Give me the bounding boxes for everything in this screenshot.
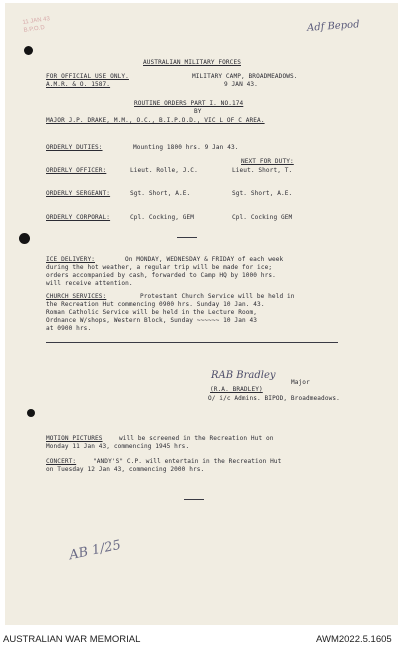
duty-next: Lieut. Short, T.: [232, 167, 293, 174]
motion-heading: MOTION PICTURES: [46, 435, 103, 442]
next-for-duty-label: NEXT FOR DUTY:: [241, 158, 294, 165]
document-page: [5, 3, 398, 625]
church-line: at 0900 hrs.: [46, 325, 92, 332]
location-label: MILITARY CAMP, BROADMEADOWS.: [192, 73, 298, 80]
ice-line: during the hot weather, a regular trip will be made for ice;: [46, 264, 273, 271]
handwritten-note: Adf Bepod: [306, 19, 360, 34]
ice-line: On MONDAY, WEDNESDAY & FRIDAY of each week: [125, 256, 284, 263]
duty-next: Sgt. Short, A.E.: [232, 190, 293, 197]
concert-line: on Tuesday 12 Jan 43, commencing 2000 hrs.: [46, 466, 205, 473]
church-heading: CHURCH SERVICES:: [46, 293, 107, 300]
footer-institution: AUSTRALIAN WAR MEMORIAL: [3, 634, 141, 645]
orders-issuer: MAJOR J.P. DRAKE, M.M., O.C., B.I.P.O.D., VIC L OF C AREA.: [46, 117, 265, 124]
section-divider: [177, 237, 197, 238]
duty-current: Cpl. Cocking, GEM: [130, 214, 195, 221]
punch-hole: [27, 409, 35, 417]
orderly-duties-label: ORDERLY DUTIES:: [46, 144, 103, 151]
duty-role: ORDERLY SERGEANT:: [46, 190, 111, 197]
mounting-time: Mounting 1800 hrs. 9 Jan 43.: [133, 144, 239, 151]
signature-scrawl: RAB Bradley: [211, 370, 276, 381]
ice-line: will receive attention.: [46, 280, 133, 287]
duty-next: Cpl. Cocking GEM: [232, 214, 293, 221]
handwritten-marks: AB 1/25: [68, 537, 123, 564]
orders-by: BY: [194, 108, 202, 115]
footer-accession: AWM2022.5.1605: [316, 634, 392, 645]
punch-hole: [24, 46, 33, 55]
church-line: Ordnance W/shops, Western Block, Sunday ~~~~~~ 10 Jan 43: [46, 317, 258, 324]
motion-line: Monday 11 Jan 43, commencing 1945 hrs.: [46, 443, 190, 450]
ice-line: orders accompanied by cash, forwarded to Camp HQ by 1000 hrs.: [46, 272, 276, 279]
duty-role: ORDERLY OFFICER:: [46, 167, 107, 174]
section-rule: [46, 342, 338, 343]
document-title: AUSTRALIAN MILITARY FORCES: [143, 59, 241, 66]
motion-line: will be screened in the Recreation Hut on: [119, 435, 274, 442]
ice-heading: ICE DELIVERY:: [46, 256, 95, 263]
orders-title: ROUTINE ORDERS PART I. NO.174: [134, 100, 244, 107]
duty-current: Lieut. Rolle, J.C.: [130, 167, 198, 174]
church-line: Roman Catholic Service will be held in the Lecture Room,: [46, 309, 258, 316]
church-line: the Recreation Hut commencing 0900 hrs. Sunday 10 Jan. 43.: [46, 301, 265, 308]
signatory-rank: Major: [291, 379, 310, 386]
regulation-ref: A.M.R. & O. 1587.: [46, 81, 111, 88]
punch-hole: [19, 233, 30, 244]
restriction-label: FOR OFFICIAL USE ONLY.: [46, 73, 129, 80]
end-divider: [184, 499, 204, 500]
church-line: Protestant Church Service will be held in: [140, 293, 295, 300]
duty-role: ORDERLY CORPORAL:: [46, 214, 111, 221]
signatory-name: (R.A. BRADLEY): [210, 386, 263, 393]
concert-line: "ANDY'S" C.P. will entertain in the Recreation Hut: [93, 458, 282, 465]
concert-heading: CONCERT:: [46, 458, 77, 465]
document-date: 9 JAN 43.: [224, 81, 258, 88]
duty-current: Sgt. Short, A.E.: [130, 190, 191, 197]
signatory-position: O/ i/c Admins. BIPOD, Broadmeadows.: [208, 395, 340, 402]
received-stamp: 11 JAN 43 B.P.O.D: [22, 16, 51, 34]
